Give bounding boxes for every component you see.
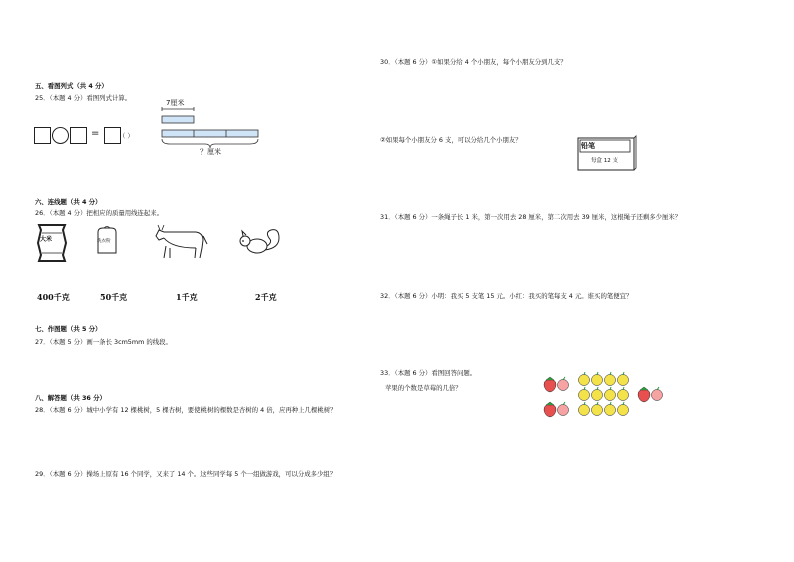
question-33-sub-text: 苹果的个数是草莓的几倍？ (385, 384, 462, 392)
question-27-text: 27．（本题 5 分）画一条长 3cm5mm 的线段。 (35, 338, 172, 346)
pencil-box-label: 每盒 12 支 (591, 158, 618, 164)
section-7-heading: 七、作图题（共 5 分） (35, 325, 102, 333)
section-8-heading: 八、解答题（共 36 分） (35, 394, 106, 402)
squirrel-icon[interactable] (235, 226, 285, 258)
question-30-part1: 30．（本题 6 分）①如果分给 4 个小朋友，每个小朋友分到几支？ (380, 58, 567, 66)
section-6-heading: 六、连线题（共 4 分） (35, 198, 102, 206)
weight-option-1[interactable]: 400千克 (37, 292, 70, 302)
equals-sign: = (91, 128, 100, 139)
question-29-text: 29．（本题 6 分）操场上原有 16 个同学，又来了 14 个。这些同学每 5 个一组做游戏，可以分成多少组？ (35, 470, 337, 478)
detergent-label: 洗衣粉 (97, 239, 111, 244)
answer-box-1[interactable] (34, 127, 51, 144)
operator-circle[interactable] (52, 127, 69, 144)
weight-option-4[interactable]: 2千克 (255, 292, 277, 302)
question-28-text: 28．（本题 6 分）城中小学有 12 棵桃树，5 棵杏树，要使桃树的棵数是杏树的 4 倍，应再种上几棵桃树？ (35, 406, 337, 414)
cow-icon[interactable] (152, 222, 208, 260)
question-30-part2: ②如果每个小朋友分 6 支，可以分给几个小朋友？ (380, 136, 522, 144)
rice-bag-label: 大米 (40, 236, 53, 243)
top-length-label: 7厘米 (166, 99, 185, 107)
answer-box-2[interactable] (70, 127, 87, 144)
question-32-text: 32．（本题 6 分）小明：我买 5 支笔 15 元。小红：我买的笔每支 4 元。谁买的笔便宜？ (380, 292, 633, 300)
bottom-length-label: ？厘米 (200, 148, 221, 156)
pencil-box-icon (575, 135, 637, 173)
pencil-box-title: 铅笔 (581, 142, 595, 150)
unit-parentheses: （ ） (119, 132, 134, 140)
section-5-heading: 五、看图列式（共 4 分） (35, 82, 108, 90)
weight-option-3[interactable]: 1千克 (176, 292, 198, 302)
question-25-text: 25．（本题 4 分）看图列式计算。 (35, 94, 132, 102)
question-26-text: 26．（本题 4 分）把相应的质量用线连起来。 (35, 209, 164, 217)
weight-option-2[interactable]: 50千克 (100, 292, 128, 302)
question-33-text: 33．（本题 6 分）看图回答问题。 (380, 369, 477, 377)
fruit-picture (540, 370, 670, 420)
question-31-text: 31．（本题 6 分）一条绳子长 1 米，第一次用去 28 厘米，第二次用去 39 厘米，这根绳子还剩多少厘米？ (380, 213, 682, 221)
